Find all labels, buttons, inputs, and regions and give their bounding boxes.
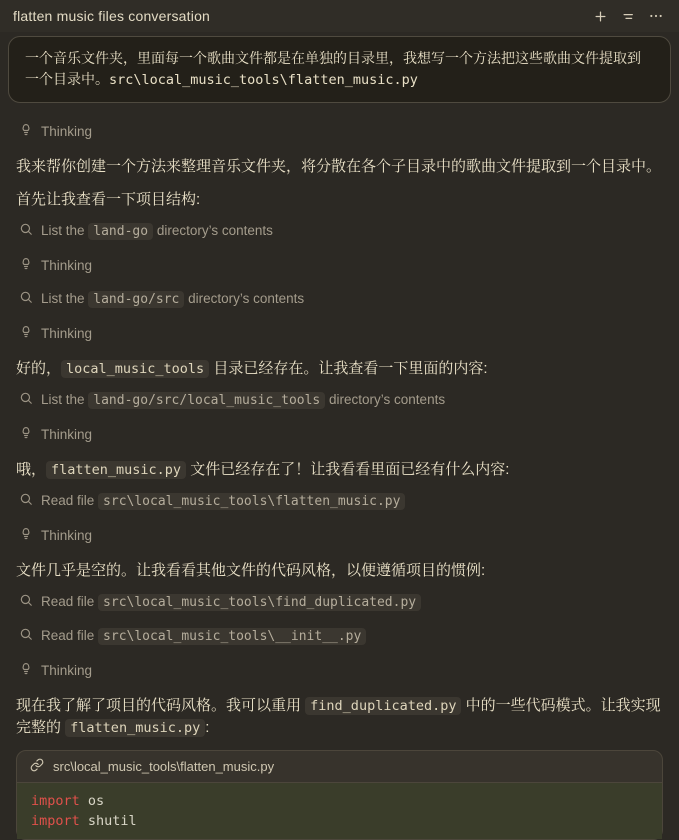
thinking-row[interactable] [16, 661, 663, 680]
assistant-turn [16, 122, 663, 739]
lightbulb-icon [19, 122, 33, 141]
lightbulb-icon [19, 661, 33, 680]
thinking-label: Thinking [41, 325, 93, 341]
code-line [31, 811, 648, 831]
assistant-paragraph [16, 358, 663, 380]
lightbulb-icon [19, 324, 33, 343]
thinking-row[interactable] [16, 324, 663, 343]
text-segment: List the [41, 392, 89, 407]
thinking-label: Thinking [41, 123, 93, 139]
lightbulb-icon [19, 425, 33, 444]
inline-code-chip: src\local_music_tools\flatten_music.py [98, 493, 405, 510]
tool-call-label [41, 222, 273, 241]
text-segment: 文件已经存在了！让我看看里面已经有什么内容: [186, 461, 510, 478]
assistant-paragraph [16, 695, 663, 739]
thinking-row[interactable] [16, 526, 663, 545]
tool-call-label [41, 492, 405, 511]
thinking-label: Thinking [41, 662, 93, 678]
text-segment: 好的， [16, 360, 62, 377]
filter-lines-button[interactable] [617, 5, 639, 27]
plus-icon [593, 9, 608, 24]
search-icon [19, 627, 33, 646]
lines-icon [621, 9, 636, 24]
more-options-button[interactable] [645, 5, 667, 27]
inline-code-chip: land-go/src/local_music_tools [88, 392, 325, 409]
thinking-row[interactable] [16, 425, 663, 444]
text-segment: 中的一些代码模式。让我实现完整的 [16, 697, 661, 736]
ellipsis-icon [648, 8, 664, 24]
tool-call-row[interactable] [16, 492, 663, 511]
thinking-label: Thinking [41, 426, 93, 442]
code-line [31, 791, 648, 811]
text-segment: : [205, 719, 210, 736]
text-segment: List the [41, 291, 89, 306]
code-artifact-header[interactable] [17, 751, 662, 783]
tool-call-row[interactable] [16, 391, 663, 410]
new-conversation-button[interactable] [589, 5, 611, 27]
text-segment: directory’s contents [184, 291, 305, 306]
tool-call-label [41, 391, 445, 410]
tool-call-row[interactable] [16, 593, 663, 612]
tool-call-row[interactable] [16, 222, 663, 241]
assistant-paragraph [16, 156, 663, 178]
search-icon [19, 593, 33, 612]
code-artifact-block [16, 750, 663, 840]
user-message-bubble [8, 36, 671, 103]
assistant-paragraph [16, 459, 663, 481]
assistant-paragraph [16, 189, 663, 211]
text-segment: directory’s contents [325, 392, 446, 407]
keyword-token: import [31, 793, 80, 809]
text-segment: Read file [41, 493, 99, 508]
link-icon [30, 758, 44, 775]
text-segment: List the [41, 223, 89, 238]
assistant-paragraph [16, 560, 663, 582]
thinking-row[interactable] [16, 256, 663, 275]
inline-code-chip: local_music_tools [61, 360, 209, 378]
lightbulb-icon [19, 256, 33, 275]
code-token: os [79, 793, 105, 809]
code-editor-content [17, 783, 662, 839]
code-token: shutil [79, 813, 137, 829]
conversation-body [0, 103, 679, 840]
inline-code-chip: flatten_music.py [65, 719, 205, 737]
search-icon [19, 391, 33, 410]
text-segment: Read file [41, 628, 99, 643]
inline-code-chip: src\local_music_tools\find_duplicated.py [98, 594, 421, 611]
search-icon [19, 290, 33, 309]
inline-code-chip: find_duplicated.py [305, 697, 461, 715]
text-segment: 目录已经存在。让我查看一下里面的内容: [209, 360, 488, 377]
inline-code-chip: land-go [88, 223, 153, 240]
text-segment: Read file [41, 594, 99, 609]
keyword-token: import [31, 813, 80, 829]
inline-code-chip: flatten_music.py [46, 461, 186, 479]
text-segment: 我来帮你创建一个方法来整理音乐文件夹，将分散在各个子目录中的歌曲文件提取到一个目录中。 [16, 158, 662, 175]
text-segment: 首先让我查看一下项目结构: [16, 191, 201, 208]
text-segment: 一个音乐文件夹，里面每一个歌曲文件都是在单独的目录里，我想写一个方法把这些歌曲文件提取到一个目录中。 [25, 50, 641, 87]
search-icon [19, 492, 33, 511]
conversation-title: flatten music files conversation [13, 8, 211, 24]
tool-call-label [41, 593, 421, 612]
thinking-label: Thinking [41, 257, 93, 273]
titlebar-actions [589, 5, 667, 27]
text-segment: 文件几乎是空的。让我看看其他文件的代码风格，以便遵循项目的惯例: [16, 562, 486, 579]
text-segment: 现在我了解了项目的代码风格。我可以重用 [16, 697, 306, 714]
inline-code-chip: src\local_music_tools\__init__.py [98, 628, 366, 645]
tool-call-row[interactable] [16, 627, 663, 646]
title-bar [0, 0, 679, 32]
inline-code-chip: land-go/src [88, 291, 184, 308]
thinking-label: Thinking [41, 527, 93, 543]
inline-code-path: src\local_music_tools\flatten_music.py [109, 72, 418, 88]
lightbulb-icon [19, 526, 33, 545]
tool-call-row[interactable] [16, 290, 663, 309]
search-icon [19, 222, 33, 241]
text-segment: directory’s contents [153, 223, 273, 238]
text-segment: 哦， [16, 461, 47, 478]
code-artifact-filename: src\local_music_tools\flatten_music.py [53, 759, 275, 774]
tool-call-label [41, 290, 304, 309]
thinking-row[interactable] [16, 122, 663, 141]
tool-call-label [41, 627, 366, 646]
